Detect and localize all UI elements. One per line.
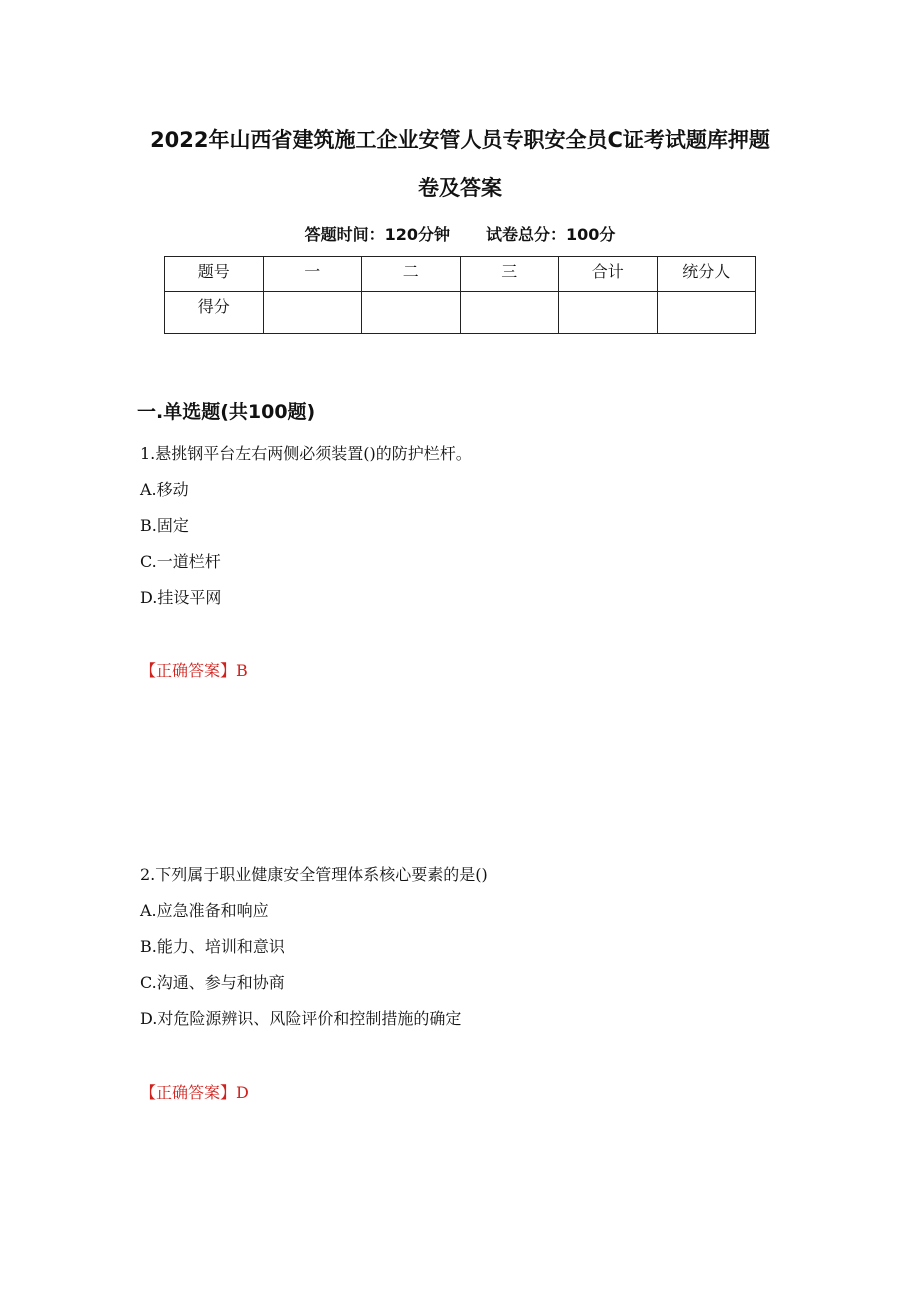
score-table-header: 二 [362,257,461,292]
score-cell [657,292,756,334]
question-2-option-c: C.沟通、参与和协商 [140,973,285,992]
score-cell [362,292,461,334]
question-1-option-a: A.移动 [140,480,189,499]
answer-label: 【正确答案】 [140,1083,237,1102]
question-1-stem: 1.悬挑钢平台左右两侧必须装置()的防护栏杆。 [140,444,472,463]
score-table-header: 统分人 [657,257,756,292]
question-2-stem: 2.下列属于职业健康安全管理体系核心要素的是() [140,865,488,884]
question-2-option-a: A.应急准备和响应 [140,901,269,920]
score-table-header: 一 [263,257,362,292]
exam-info [0,222,920,245]
score-row-label: 得分 [165,292,264,334]
score-table-header: 题号 [165,257,264,292]
section-heading: 一.单选题(共100题) [137,401,316,423]
question-1-option-d: D.挂设平网 [140,588,222,607]
score-table-score-row [165,292,756,334]
total-score-label: 试卷总分：100分 [486,225,616,244]
question-1-option-c: C.一道栏杆 [140,552,221,571]
doc-title-line-1: 2022年山西省建筑施工企业安管人员专职安全员C证考试题库押题 [150,128,770,152]
score-table-header: 合计 [559,257,658,292]
score-cell [263,292,362,334]
time-label: 答题时间：120分钟 [304,225,450,244]
question-1-answer [140,658,248,681]
answer-letter: B [236,661,248,680]
answer-label: 【正确答案】 [140,661,237,680]
question-1-option-b: B.固定 [140,516,189,535]
question-2-answer [140,1080,249,1103]
question-2-option-b: B.能力、培训和意识 [140,937,285,956]
answer-letter: D [236,1083,249,1102]
score-cell [559,292,658,334]
score-table-header-row [165,257,756,292]
score-table [164,256,756,334]
score-cell [460,292,559,334]
score-table-header: 三 [460,257,559,292]
doc-title-line-2: 卷及答案 [418,176,502,200]
question-2-option-d: D.对危险源辨识、风险评价和控制措施的确定 [140,1009,462,1028]
